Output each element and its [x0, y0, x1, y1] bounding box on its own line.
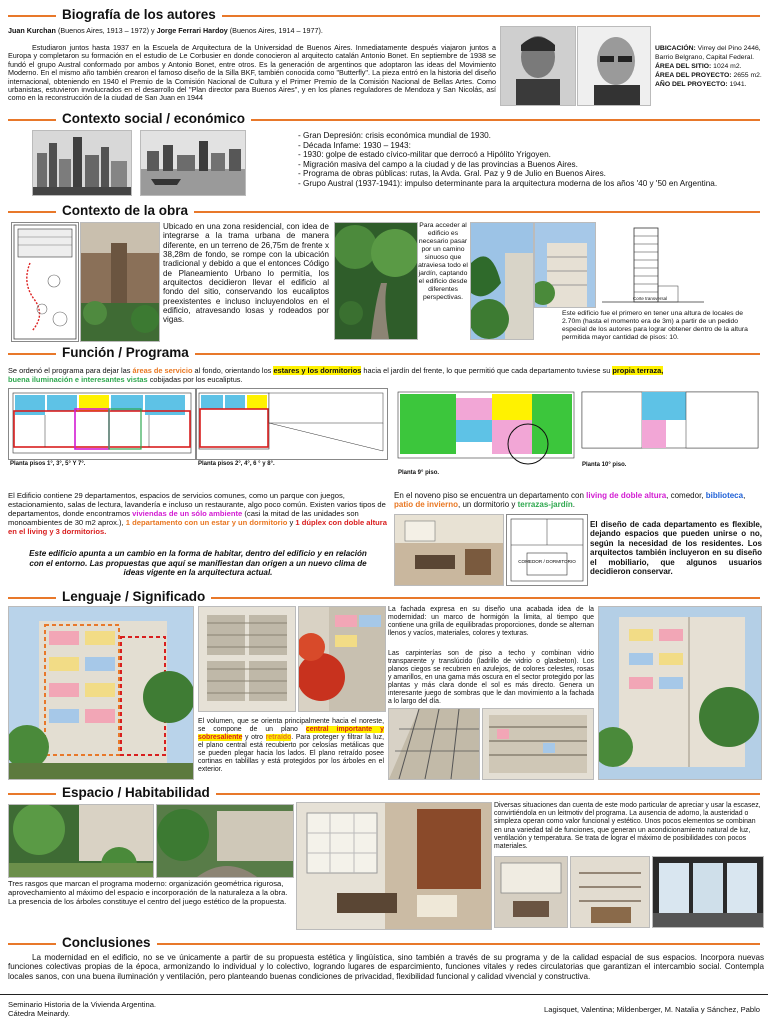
floor-plan-even — [196, 388, 388, 460]
facade-analysis-photo — [8, 606, 194, 780]
section-title: Conclusiones — [56, 934, 157, 952]
facade-red-tree-photo — [298, 606, 386, 712]
metal-shutters-photo — [198, 606, 296, 712]
body-text: , un dormitorio y — [458, 500, 518, 510]
service-areas-label: áreas de servicio — [132, 366, 193, 375]
intro-text: Se ordenó el programa para dejar las — [8, 366, 133, 375]
info-label: AÑO DEL PROYECTO: — [655, 81, 728, 88]
floor-plan-caption: Planta pisos 1°, 3°, 5° Y 7°. — [10, 461, 86, 467]
info-value: 2655 m2. — [733, 72, 762, 79]
footer-divider — [0, 994, 768, 995]
floor-plan-caption: Planta pisos 2°, 4°, 6 ° y 8°. — [198, 461, 275, 467]
info-label: ÁREA DEL PROYECTO: — [655, 72, 732, 79]
info-location — [655, 44, 763, 62]
section-header-espacio — [8, 784, 760, 802]
body-text: . Para proteger y filtrar la luz, el plano central está recubierto por celosías metálicas que se pueden plegar hacia los lados. El plano retraído posee cortinas en tablillas y está protegidos por los árboles en el exterior. — [198, 734, 384, 773]
intro-text: cobijadas por los eucaliptus. — [147, 375, 243, 385]
funcion-quote: Este edificio apunta a un cambio en la forma de habitar, dentro del edificio y en relación con el entorno. Las propuestas que aquí se manifiestan dan origen a un nuevo clima de ideas vigente en la arquitectura actual. — [29, 549, 367, 578]
terrace-label: propia terraza, — [612, 366, 664, 375]
footer-chair: Cátedra Meinardy. — [8, 1009, 70, 1018]
interior-study-photo — [494, 856, 568, 928]
info-value: 1024 m2. — [713, 63, 742, 70]
fachada-text: La fachada expresa en su diseño una acabada idea de la modernidad: un marco de hormigón la limita, al tiempo que contiene una grilla de equilibradas proporciones, donde se alternan llenos y vacíos, materiales, colores y texturas. — [388, 606, 594, 637]
section-title: Contexto de la obra — [56, 202, 194, 220]
section-title: Lenguaje / Significado — [56, 588, 211, 606]
bio-text: Estudiaron juntos hasta 1937 en la Escuela de Arquitectura de la Universidad de Buenos Aires. Inmediatamente después viajaron juntos a Europa y completaron su formación en el estudio de Le Corbusier en donde conocieron al arquitecto catalán Antonio Bonet. En septiembre de 1938 se fundó el grupo Austral conformado por ambos y Antonio Bonet, entre otros. Es la generación de argentinos que adoptaron las ideas del Movimiento Moderno. En el mismo año también crearon el famoso diseño de la Silla BKF, también conocida como "Butterfly". La pieza entró en la historia del diseño internacional, obteniendo en 1940 el Premio de la Comisión Nacional de Cultura y el Primer Premio de la Comisión Nacional de Bellas Artes. Como urbanistas, estuvieron involucrados en el desarrollo del "Plan director para Buenos Aires", y en los planes reguladores de Mendoza y San Nicolás, así como en la reconstrucción de la ciudad de San Juan en 1944 — [8, 43, 496, 103]
list-item: - Programa de obras públicas: rutas, la Avda. Gral. Paz y 9 de Julio en Buenos Aires. — [298, 169, 606, 179]
double-height-label: living de doble altura — [586, 491, 667, 500]
garden-entrance-photo — [156, 804, 294, 878]
section-header-funcion — [8, 344, 760, 362]
interior-shelves-photo — [570, 856, 650, 928]
body-text: El volumen, que se orienta principalmente hacia el noreste, se compone de un plano — [198, 718, 384, 733]
footer-course: Seminario Historia de la Vivienda Argentina. — [8, 1000, 157, 1009]
city-skyline-photo — [32, 130, 132, 196]
interior-living-photo — [394, 514, 504, 586]
studio-units-label: viviendas de un sólo ambiente — [132, 508, 243, 518]
funcion-left-text — [8, 492, 388, 537]
port-city-photo — [140, 130, 246, 196]
info-value: 1941. — [729, 81, 747, 88]
list-item: - Migración masiva del campo a la ciudad y de las provincias a Buenos Aires. — [298, 159, 578, 169]
portrait-kurchan-photo — [500, 26, 576, 106]
social-context-list — [298, 131, 758, 189]
list-item: - 1930: golpe de estado cívico-militar que derrocó a Hipólito Yrigoyen. — [298, 150, 551, 160]
section-title: Función / Programa — [56, 344, 195, 362]
body-text: El Edificio contiene 29 departamentos, espacios de servicios comunes, como un parque con juegos, estacionamiento, salas de lectura, lavandería e incluso un restaurante, algo poco común. Existen varios tipos de departamentos, donde encontramos — [8, 491, 386, 518]
footer-authors: Lagisquet, Valentina; Mildenberger, M. Natalia y Sánchez, Pablo — [544, 1005, 760, 1014]
floor-plan-odd — [8, 388, 196, 460]
section-title: Espacio / Habitabilidad — [56, 784, 216, 802]
bio-authors — [8, 27, 496, 35]
body-text: , comedor, — [666, 491, 706, 500]
author-1-name: Juan Kurchan — [8, 26, 56, 35]
facade-grid-photo — [388, 708, 480, 780]
body-text: En el noveno piso se encuentra un departamento con — [394, 491, 587, 500]
author-2-name: Jorge Ferrari Hardoy — [156, 26, 228, 35]
body-text: y otro — [242, 734, 266, 741]
footer-left — [8, 1000, 156, 1018]
building-through-trees-photo — [470, 222, 534, 340]
garden-path-photo — [334, 222, 418, 340]
floor-plan-caption: Planta 9° piso. — [398, 470, 440, 476]
body-text: y — [287, 517, 296, 527]
project-info — [655, 44, 763, 89]
espacio-left-text: Tres rasgos que marcan el programa moderno: organización geométrica rigurosa, aprovechamiento al máximo del espacio e incorporación de la naturaleza a la obra. La presencia de los árboles constituye el centro del juego estético de la propuesta. — [8, 879, 288, 906]
section-header-obra — [8, 202, 760, 220]
conclusiones-text: La modernidad en el edificio, no se ve únicamente a partir de su propuesta estética y lingüística, sino también a través de su programa y de la calidad espacial de sus espacios. Incorpora nuevas funciones colectivas propias de la época, armonizando lo individual y lo colectivo, logrando lugares de esparcimiento, funciones vitales y redes circulatorias que garantizan el intercambio social. Contempla locales sanos, con una buena iluminación y ventilación, pero planteando buenas condiciones de privacidad, flexibilidad funcional y calidad vivencial y constructiva. — [8, 953, 764, 981]
floor-plan-caption: Planta 10° piso. — [582, 462, 627, 468]
recessed-plane-label: retraído — [265, 734, 292, 741]
central-plane-label: central importante y sobresaliente — [198, 726, 384, 741]
body-text: (casi la mitad de las unidades son monoambientes de 30 m2 aprox.), — [8, 508, 359, 527]
living-bedrooms-label: estares y los dormitorios — [273, 366, 362, 375]
one-bedroom-label: 1 departamento con un estar y un dormitorio — [125, 517, 288, 527]
info-label: UBICACIÓN: — [655, 45, 696, 52]
body-text: . — [572, 500, 575, 510]
elevation-caption: Corte transversal — [632, 296, 668, 301]
info-label: ÁREA DEL SITIO: — [655, 63, 712, 70]
garden-caption: Para acceder al edificio es necesario pasar por un camino sinuoso que atraviesa todo el jardín, captando el edificio desde diferentes perspectivas. — [418, 222, 468, 301]
design-text: El diseño de cada departamento es flexible, dejando espacios que pueden unirse o no, según la necesidad de los residentes. Los arquitectos también incluyeron en su diseño el mobiliario, que algunos usuarios decidieron conservar. — [590, 520, 762, 577]
light-views-label: buena iluminación e interesantes vistas — [8, 375, 148, 385]
floor-plan-tenth — [580, 388, 760, 458]
section-header-bio — [8, 6, 760, 24]
list-item: - Gran Depresión: crisis económica mundial de 1930. — [298, 131, 491, 140]
furniture-detail-drawing — [506, 514, 588, 586]
facade-balconies-photo — [482, 708, 594, 780]
detail-label: COMEDOR / DORMITORIO — [518, 559, 576, 564]
facade-full-photo — [598, 606, 762, 780]
section-header-lenguaje — [8, 588, 760, 606]
info-value: Virrey del Pino 2446, Barrio Belgrano, Capital Federal. — [655, 45, 761, 61]
floor-plan-ninth — [396, 388, 576, 468]
funcion-intro — [8, 366, 764, 385]
author-2-dates: (Buenos Aires, 1914 – 1977). — [229, 26, 323, 35]
section-header-conclusiones — [8, 934, 760, 952]
funcion-right-text — [394, 491, 764, 510]
info-site-area — [655, 62, 763, 71]
list-item: - Grupo Austral (1937-1941): impulso determinante para la arquitectura moderna de los años '40 y '50 en Argentina. — [298, 178, 718, 188]
info-project-area — [655, 71, 763, 80]
garden-terraces-label: terrazas-jardín — [517, 500, 573, 510]
site-plan-drawing — [11, 222, 79, 342]
author-1-dates: (Buenos Aires, 1913 – 1972) y — [57, 26, 155, 35]
espacio-right-text: Diversas situaciones dan cuenta de este modo particular de apreciar y usar la escasez, convirtiéndola en un leitmotiv del programa. La ausencia de adorno, la austeridad o simpleza operan como valor funcional y estético. Unos pocos elementos se combinan en una variedad tal de funciones, que generan un acondicionamiento natural de luz, ventilación y temperatura. Se trata de lograr el máximo de posibilidades con pocos materiales. — [494, 802, 761, 851]
garden-facade-photo — [8, 804, 154, 878]
height-caption: Este edificio fue el primero en tener una altura de locales de 2.70m (hasta el momento era de 3m) a partir de un pedido especial de los autores para lograr obtener dentro de la altura permitida mayor cantidad de pisos: 10. — [562, 310, 748, 341]
trunk-through-slab-photo — [80, 222, 160, 342]
library-label: biblioteca — [705, 491, 744, 500]
info-year — [655, 80, 763, 89]
facade-sky-photo — [534, 222, 596, 308]
section-header-social — [8, 110, 760, 128]
winter-patio-label: patio de invierno — [394, 500, 459, 510]
intro-text: hacia el jardín del frente, lo que permitió que cada departamento tuviese su — [361, 366, 613, 375]
carpinterias-text: Las carpinterías son de piso a techo y combinan vidrio transparente y translúcido (ladrillo de vidrio o glasbeton). Los planos ciegos se recubren en azulejos, de colores celestes, rosas y amarillos, en una gama más oscura en el sector protegido por las plantas y más clara donde el sol es más directo. Genera un interesante juego de sombras que le dan movimiento a la fachada a lo largo del día. — [388, 650, 594, 705]
section-title: Biografía de los autores — [56, 6, 222, 24]
section-title: Contexto social / económico — [56, 110, 251, 128]
portrait-ferrari-hardoy-photo — [577, 26, 651, 106]
list-item: - Década Infame: 1930 – 1943: — [298, 140, 411, 150]
duplex-label: 1 dúplex con doble altura en el living y 3 dormitorios. — [8, 517, 387, 536]
intro-text: al fondo, orientando los — [192, 366, 274, 375]
volumen-text — [198, 718, 384, 774]
interior-windows-photo — [652, 856, 764, 928]
body-text: , — [743, 491, 746, 500]
interior-lounge-photo — [296, 802, 492, 930]
obra-text: Ubicado en una zona residencial, con idea de integrarse a la trama urbana de manera diferente, en un terreno de 26,75m de frente x 38,28m de fondo, se rompe con la ubicación tradicional y debido a que el entonces Código de Planeamiento Urbano lo permitía, los arquitectos decidieron llevar el edificio al fondo del sitio, conservando los eucaliptos preexistentes e incluso incluyendolos en el edificio, atravesando losas y rodeados por vigas. — [163, 222, 329, 325]
